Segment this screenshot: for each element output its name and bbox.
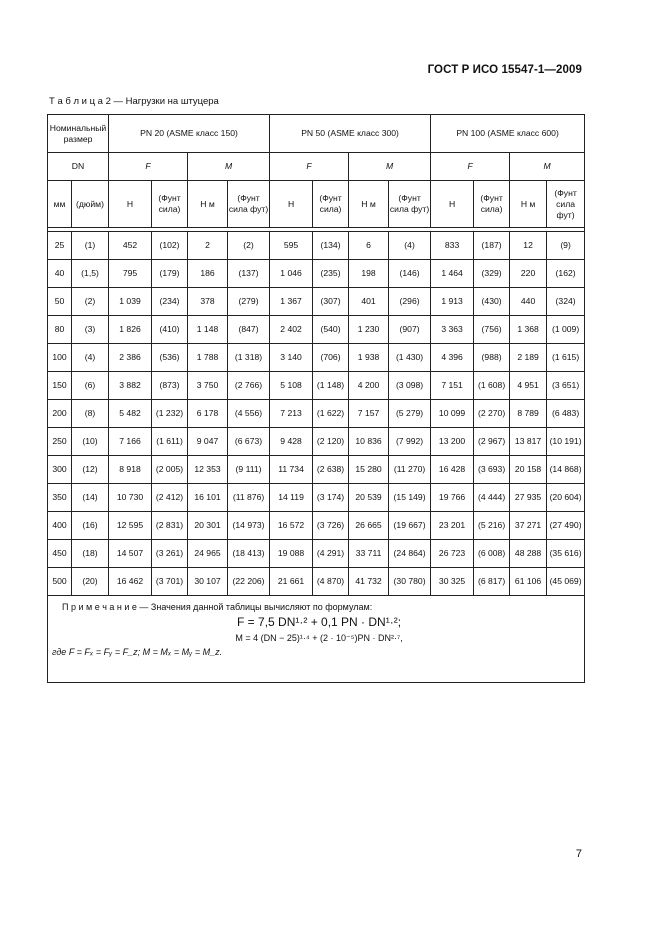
table-cell: (4) (72, 344, 109, 372)
table-cell: 2 402 (270, 316, 313, 344)
table-cell: 833 (431, 232, 474, 260)
table-cell: (5 216) (474, 512, 510, 540)
table-cell: (4 870) (313, 568, 349, 596)
table-cell: (2 638) (313, 456, 349, 484)
table-cell: (756) (474, 316, 510, 344)
table-cell: 7 157 (349, 400, 389, 428)
table-cell: 6 178 (188, 400, 228, 428)
table-cell: 12 353 (188, 456, 228, 484)
table-cell: 5 482 (109, 400, 152, 428)
table-caption-title: — Нагрузки на штуцера (110, 96, 219, 107)
table-cell: (3) (72, 316, 109, 344)
table-cell: (1 611) (152, 428, 188, 456)
note-text: — Значения данной таблицы вычисляют по формулам: (136, 602, 373, 612)
table-cell: (3 098) (389, 372, 431, 400)
table-cell: (12) (72, 456, 109, 484)
table-cell: (11 876) (228, 484, 270, 512)
table-cell: 450 (48, 540, 72, 568)
unit-newton: Н (109, 181, 152, 228)
table-cell: 1 039 (109, 288, 152, 316)
table-cell: 300 (48, 456, 72, 484)
table-cell: 12 (510, 232, 547, 260)
table-cell: 80 (48, 316, 72, 344)
table-cell: 10 730 (109, 484, 152, 512)
pn100-force-header: F (431, 153, 510, 181)
table-cell: (11 270) (389, 456, 431, 484)
table-cell: (2 005) (152, 456, 188, 484)
table-cell: (2) (228, 232, 270, 260)
pn20-header: PN 20 (ASME класс 150) (109, 115, 270, 153)
table-cell: (324) (547, 288, 585, 316)
table-cell: (1 318) (228, 344, 270, 372)
table-cell: (146) (389, 260, 431, 288)
table-cell: (3 261) (152, 540, 188, 568)
table-cell: (14 868) (547, 456, 585, 484)
table-caption-prefix: Т а б л и ц а 2 (49, 96, 111, 107)
table-cell: (536) (152, 344, 188, 372)
table-cell: 9 428 (270, 428, 313, 456)
page-number: 7 (575, 848, 582, 860)
pn50-force-header: F (270, 153, 349, 181)
table-cell: (14) (72, 484, 109, 512)
table-cell: (1 622) (313, 400, 349, 428)
table-cell: 11 734 (270, 456, 313, 484)
table-row (48, 568, 585, 596)
table-cell: 198 (349, 260, 389, 288)
table-cell: 2 189 (510, 344, 547, 372)
table-cell: 14 507 (109, 540, 152, 568)
table-cell: (162) (547, 260, 585, 288)
table-cell: 10 836 (349, 428, 389, 456)
table-cell: 500 (48, 568, 72, 596)
unit-newton-meter: Н м (188, 181, 228, 228)
table-cell: 8 789 (510, 400, 547, 428)
table-row (48, 400, 585, 428)
table-cell: 25 (48, 232, 72, 260)
note-label: П р и м е ч а н и е (62, 602, 137, 612)
table-cell: 8 918 (109, 456, 152, 484)
table-cell: (410) (152, 316, 188, 344)
table-cell: 40 (48, 260, 72, 288)
table-cell: (2 967) (474, 428, 510, 456)
table-cell: (6 483) (547, 400, 585, 428)
table-cell: (307) (313, 288, 349, 316)
table-cell: (3 693) (474, 456, 510, 484)
table-cell: 26 723 (431, 540, 474, 568)
table-cell: 7 151 (431, 372, 474, 400)
table-cell: (540) (313, 316, 349, 344)
table-row (48, 484, 585, 512)
table-cell: 2 386 (109, 344, 152, 372)
nozzle-loads-table (47, 114, 585, 683)
table-cell: 1 230 (349, 316, 389, 344)
table-cell: (2 412) (152, 484, 188, 512)
table-cell: (6) (72, 372, 109, 400)
table-cell: (20) (72, 568, 109, 596)
table-cell: (1 608) (474, 372, 510, 400)
table-cell: 14 119 (270, 484, 313, 512)
table-cell: 48 288 (510, 540, 547, 568)
table-cell: 4 951 (510, 372, 547, 400)
table-cell: (5 279) (389, 400, 431, 428)
formula-moment: M = 4 (DN − 25)¹·⁴ + (2 · 10⁻⁵)PN · DN²·⁷, (235, 633, 403, 643)
table-cell: (4) (389, 232, 431, 260)
table-cell: (6 673) (228, 428, 270, 456)
table-row (48, 344, 585, 372)
table-cell: 1 938 (349, 344, 389, 372)
table-cell: (9) (547, 232, 585, 260)
table-cell: 440 (510, 288, 547, 316)
pn100-header: PN 100 (ASME класс 600) (431, 115, 585, 153)
table-cell: 3 750 (188, 372, 228, 400)
table-cell: (3 701) (152, 568, 188, 596)
pn100-moment-header: M (510, 153, 585, 181)
table-cell: 5 108 (270, 372, 313, 400)
unit-mm: мм (48, 181, 72, 228)
table-cell: (6 008) (474, 540, 510, 568)
table-cell: 13 200 (431, 428, 474, 456)
table-cell: (2 766) (228, 372, 270, 400)
table-note (48, 596, 585, 683)
table-cell: 23 201 (431, 512, 474, 540)
table-cell: 1 464 (431, 260, 474, 288)
table-cell: (988) (474, 344, 510, 372)
table-cell: 100 (48, 344, 72, 372)
table-cell: (35 616) (547, 540, 585, 568)
table-cell: (2) (72, 288, 109, 316)
table-cell: 400 (48, 512, 72, 540)
table-cell: (187) (474, 232, 510, 260)
unit-newton-meter: Н м (510, 181, 547, 228)
table-cell: 1 148 (188, 316, 228, 344)
unit-lbf-ft: (Фунт сила фут) (228, 181, 270, 228)
table-cell: (4 556) (228, 400, 270, 428)
unit-lbf: (Фунт сила) (474, 181, 510, 228)
table-cell: (3 174) (313, 484, 349, 512)
table-cell: (1 615) (547, 344, 585, 372)
table-cell: (329) (474, 260, 510, 288)
table-cell: (296) (389, 288, 431, 316)
table-cell: (18) (72, 540, 109, 568)
table-cell: (2 270) (474, 400, 510, 428)
table-row (48, 428, 585, 456)
table-cell: 595 (270, 232, 313, 260)
table-cell: (1 148) (313, 372, 349, 400)
table-cell: (279) (228, 288, 270, 316)
table-cell: 27 935 (510, 484, 547, 512)
table-cell: 1 367 (270, 288, 313, 316)
table-cell: (102) (152, 232, 188, 260)
table-cell: 9 047 (188, 428, 228, 456)
table-cell: 1 826 (109, 316, 152, 344)
table-cell: 16 572 (270, 512, 313, 540)
pn50-header: PN 50 (ASME класс 300) (270, 115, 431, 153)
table-caption (49, 96, 219, 107)
table-cell: (22 206) (228, 568, 270, 596)
table-cell: 250 (48, 428, 72, 456)
table-cell: (234) (152, 288, 188, 316)
table-cell: (20 604) (547, 484, 585, 512)
table-cell: 20 158 (510, 456, 547, 484)
table-cell: 16 101 (188, 484, 228, 512)
table-cell: 15 280 (349, 456, 389, 484)
table-cell: (1 232) (152, 400, 188, 428)
table-cell: 19 088 (270, 540, 313, 568)
table-cell: (907) (389, 316, 431, 344)
table-cell: 1 368 (510, 316, 547, 344)
table-cell: 350 (48, 484, 72, 512)
table-cell: (16) (72, 512, 109, 540)
table-cell: 37 271 (510, 512, 547, 540)
table-cell: 6 (349, 232, 389, 260)
table-cell: (19 667) (389, 512, 431, 540)
table-cell: (706) (313, 344, 349, 372)
dn-header: DN (48, 153, 109, 181)
table-cell: (14 973) (228, 512, 270, 540)
table-cell: 41 732 (349, 568, 389, 596)
table-row (48, 288, 585, 316)
table-cell: 378 (188, 288, 228, 316)
table-cell: (235) (313, 260, 349, 288)
table-cell: 20 539 (349, 484, 389, 512)
table-cell: (873) (152, 372, 188, 400)
table-cell: 3 140 (270, 344, 313, 372)
table-cell: 19 766 (431, 484, 474, 512)
table-cell: (6 817) (474, 568, 510, 596)
table-cell: (3 726) (313, 512, 349, 540)
unit-inch: (дюйм) (72, 181, 109, 228)
unit-newton-meter: Н м (349, 181, 389, 228)
table-cell: 1 913 (431, 288, 474, 316)
unit-lbf: (Фунт сила) (152, 181, 188, 228)
table-cell: (179) (152, 260, 188, 288)
table-cell: 30 107 (188, 568, 228, 596)
table-cell: 4 200 (349, 372, 389, 400)
table-cell: 20 301 (188, 512, 228, 540)
table-cell: (1) (72, 232, 109, 260)
table-row (48, 512, 585, 540)
table-cell: 10 099 (431, 400, 474, 428)
table-cell: 220 (510, 260, 547, 288)
table-row (48, 372, 585, 400)
table-cell: 12 595 (109, 512, 152, 540)
table-cell: 24 965 (188, 540, 228, 568)
table-cell: (30 780) (389, 568, 431, 596)
table-cell: (9 111) (228, 456, 270, 484)
unit-lbf: (Фунт сила) (313, 181, 349, 228)
table-cell: (10) (72, 428, 109, 456)
table-cell: (45 069) (547, 568, 585, 596)
table-cell: 30 325 (431, 568, 474, 596)
table-cell: (24 864) (389, 540, 431, 568)
table-cell: 1 046 (270, 260, 313, 288)
table-cell: 150 (48, 372, 72, 400)
note-intro (62, 602, 576, 613)
table-cell: 2 (188, 232, 228, 260)
table-row (48, 540, 585, 568)
unit-newton: Н (431, 181, 474, 228)
table-cell: (1 009) (547, 316, 585, 344)
table-cell: (4 291) (313, 540, 349, 568)
table-cell: 7 213 (270, 400, 313, 428)
table-cell: (27 490) (547, 512, 585, 540)
table-cell: 7 166 (109, 428, 152, 456)
table-cell: 21 661 (270, 568, 313, 596)
table-row (48, 456, 585, 484)
table-cell: 26 665 (349, 512, 389, 540)
table-cell: (137) (228, 260, 270, 288)
table-cell: 33 711 (349, 540, 389, 568)
table-cell: 50 (48, 288, 72, 316)
formula-definitions: где F = Fₓ = Fᵧ = F_z; M = Mₓ = Mᵧ = M_z. (52, 647, 223, 657)
table-cell: 401 (349, 288, 389, 316)
table-cell: 4 396 (431, 344, 474, 372)
table-cell: 13 817 (510, 428, 547, 456)
pn20-force-header: F (109, 153, 188, 181)
unit-lbf-ft: (Фунт сила фут) (389, 181, 431, 228)
table-cell: (430) (474, 288, 510, 316)
table-cell: (2 831) (152, 512, 188, 540)
table-cell: 3 363 (431, 316, 474, 344)
table-cell: (10 191) (547, 428, 585, 456)
formula-force: F = 7,5 DN¹·² + 0,1 PN · DN¹·²; (237, 615, 402, 629)
table-cell: (8) (72, 400, 109, 428)
table-cell: 61 106 (510, 568, 547, 596)
table-cell: (3 651) (547, 372, 585, 400)
nominal-size-header: Номинальный размер (48, 115, 109, 153)
table-cell: 452 (109, 232, 152, 260)
document-standard-header: ГОСТ Р ИСО 15547-1—2009 (427, 64, 582, 76)
table-cell: (15 149) (389, 484, 431, 512)
table-cell: 16 462 (109, 568, 152, 596)
table-cell: (4 444) (474, 484, 510, 512)
table-cell: 16 428 (431, 456, 474, 484)
table-cell: 1 788 (188, 344, 228, 372)
table-row (48, 316, 585, 344)
pn20-moment-header: M (188, 153, 270, 181)
unit-newton: Н (270, 181, 313, 228)
table-cell: 200 (48, 400, 72, 428)
table-cell: 3 882 (109, 372, 152, 400)
table-row (48, 260, 585, 288)
table-cell: (2 120) (313, 428, 349, 456)
pn50-moment-header: M (349, 153, 431, 181)
unit-lbf-ft: (Фунт сила фут) (547, 181, 585, 228)
table-cell: (134) (313, 232, 349, 260)
table-row (48, 232, 585, 260)
table-cell: 795 (109, 260, 152, 288)
table-cell: (1 430) (389, 344, 431, 372)
table-cell: (847) (228, 316, 270, 344)
table-cell: (1,5) (72, 260, 109, 288)
table-cell: (18 413) (228, 540, 270, 568)
table-cell: 186 (188, 260, 228, 288)
table-cell: (7 992) (389, 428, 431, 456)
